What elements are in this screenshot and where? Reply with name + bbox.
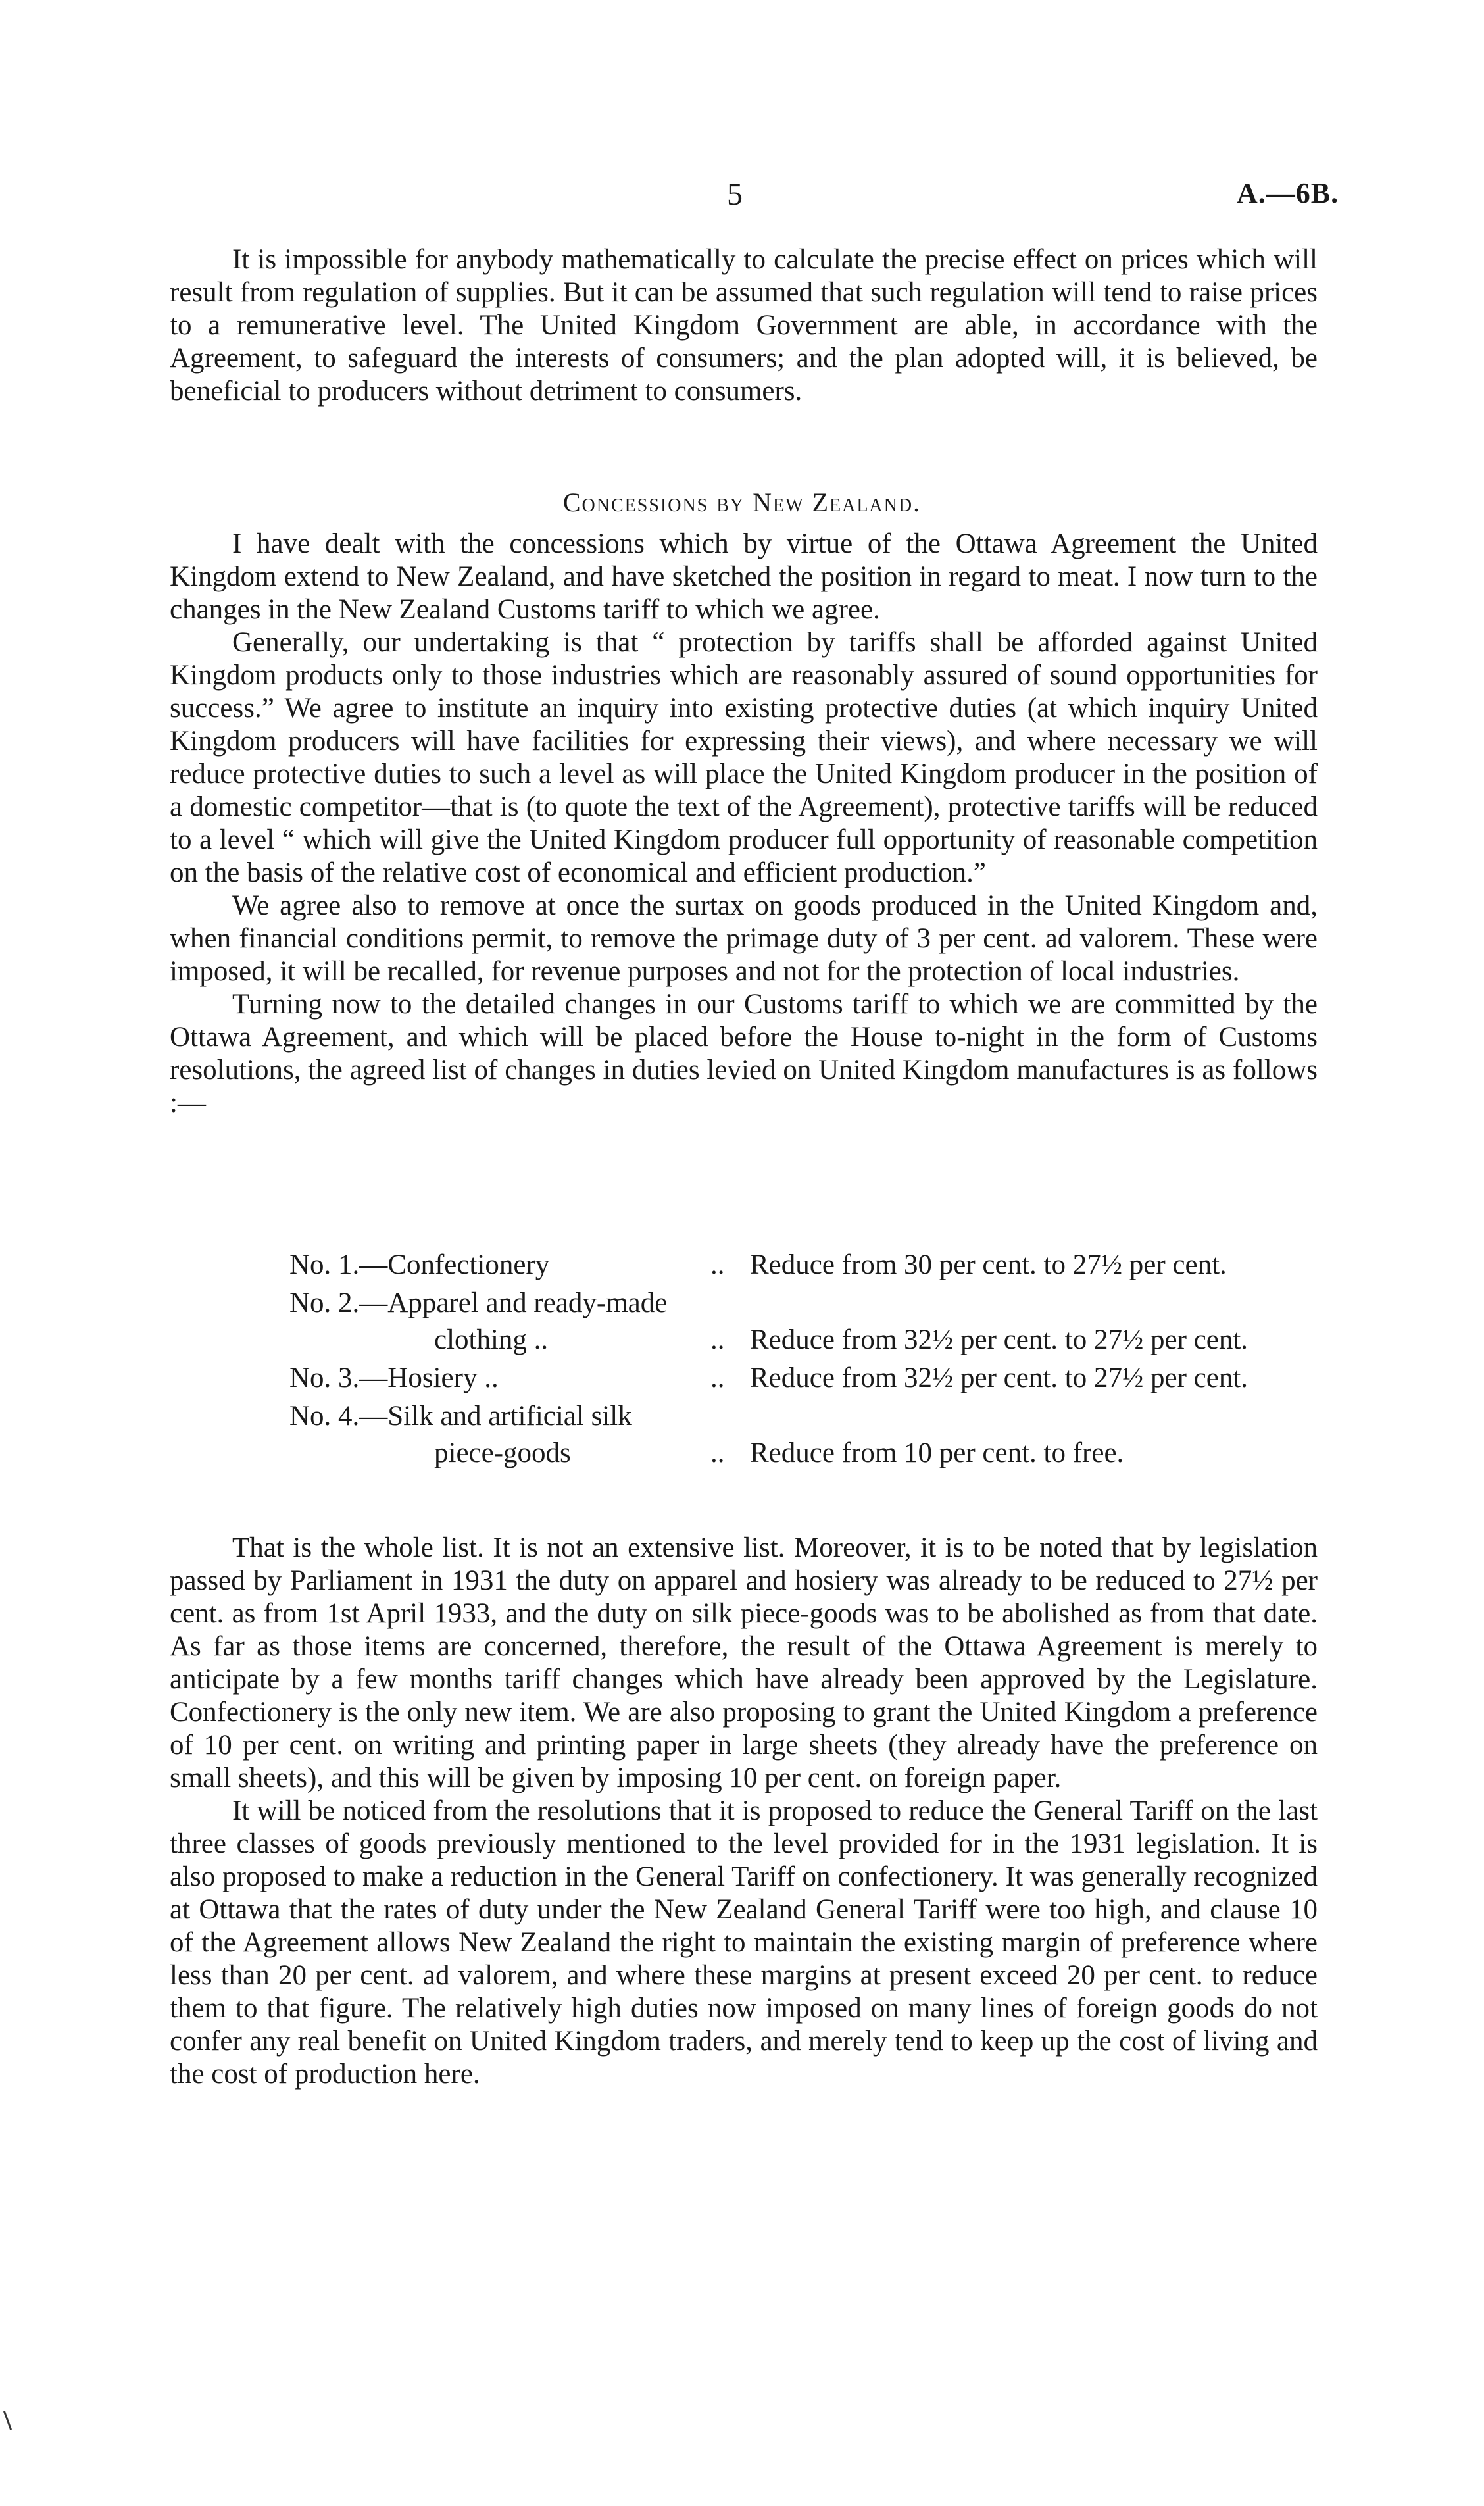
section-heading: Concessions by New Zealand.: [562, 488, 922, 517]
scan-mark: [3, 2411, 12, 2430]
paragraph: It will be noticed from the resolutions that it is proposed to reduce the General Tariff on the last three classes of goods previously mentioned to the level provided for in the 1931 legislation. It is also proposed to make a reduction in the General Tariff on confectionery. It was generally recognized at Ottawa that the rates of duty under the New Zealand General Tariff were too high, and clause 10 of the Agreement allows New Zealand the right to maintain the existing margin of preference where less than 20 per cent. ad valorem, and where these margins at present exceed 20 per cent. to reduce them to that figure. The relatively high duties now imposed on many lines of foreign goods do not confer any real benefit on United Kingdom traders, and merely tend to keep up the cost of living and the cost of production here.: [170, 1795, 1318, 2090]
item-action: Reduce from 30 per cent. to 27½ per cent.: [750, 1249, 1227, 1280]
paragraph: Generally, our undertaking is that “ protection by tariffs shall be afforded against United Kingdom products only to those industries which are reasonably assured of sound opportunities for success.” We agree to institute an inquiry into existing protective duties (at which inquiry United Kingdom producers will have facilities for expressing their views), and where necessary we will reduce protective duties to such a level as will place the United Kingdom producer in the position of a domestic competitor—that is (to quote the text of the Agreement), protective tariffs will be reduced to a level “ which will give the United Kingdom producer full opportunity of reasonable competition on the basis of the relative cost of economical and efficient production.”: [170, 627, 1318, 888]
item-action: Reduce from 32½ per cent. to 27½ per cent.: [750, 1324, 1249, 1355]
document-reference: A.—6B.: [1237, 177, 1339, 209]
leader-dots: ..: [710, 1249, 725, 1280]
item-action: Reduce from 32½ per cent. to 27½ per cent.: [750, 1363, 1249, 1393]
page-number: 5: [727, 177, 743, 212]
paragraph: Turning now to the detailed changes in our Customs tariff to which we are committed by the Ottawa Agreement, and which will be placed before the House to-night in the form of Customs resolutions, the agreed list of changes in duties levied on United Kingdom manufactures is as follows :—: [170, 989, 1318, 1118]
item-label: No. 3.—Hosiery ..: [289, 1363, 499, 1393]
item-label: No. 1.—Confectionery: [289, 1249, 550, 1280]
item-continuation: piece-goods: [434, 1438, 571, 1468]
intro-paragraph: It is impossible for anybody mathematically to calculate the precise effect on prices which will result from regulation of supplies. But it can be assumed that such regulation will tend to raise prices to a remunerative level. The United Kingdom Government are able, in accordance with the Agreement, to safeguard the interests of consumers; and the plan adopted will, it is believed, be beneficial to producers without detriment to consumers.: [170, 244, 1318, 407]
item-continuation: clothing ..: [434, 1324, 549, 1355]
list-item: [289, 1285, 1322, 1359]
closing-section: [170, 1532, 1318, 2091]
item-action: Reduce from 10 per cent. to free.: [750, 1438, 1124, 1468]
tariff-list: [289, 1247, 1322, 1473]
leader-dots: ..: [710, 1363, 725, 1393]
paragraph: I have dealt with the concessions which by virtue of the Ottawa Agreement the United Kingdom extend to New Zealand, and have sketched the position in regard to meat. I now turn to the changes in the New Zealand Customs tariff to which we agree.: [170, 528, 1318, 625]
list-item: [289, 1360, 1322, 1397]
concessions-section: [170, 528, 1318, 1120]
item-label: No. 4.—Silk and artificial silk: [289, 1401, 632, 1432]
item-label: No. 2.—Apparel and ready-made: [289, 1288, 668, 1318]
intro-section: [170, 243, 1318, 408]
paragraph: We agree also to remove at once the surtax on goods produced in the United Kingdom and, when financial conditions permit, to remove the primage duty of 3 per cent. ad valorem. These were imposed, it will be recalled, for revenue purposes and not for the protection of local industries.: [170, 890, 1318, 987]
leader-dots: ..: [710, 1438, 725, 1468]
leader-dots: ..: [710, 1324, 725, 1355]
paragraph: That is the whole list. It is not an extensive list. Moreover, it is to be noted that by legislation passed by Parliament in 1931 the duty on apparel and hosiery was already to be reduced to 27½ per cent. as from 1st April 1933, and the duty on silk piece-goods was to be abolished as from that date. As far as those items are concerned, therefore, the result of the Ottawa Agreement is merely to anticipate by a few months tariff changes which have already been approved by the Legislature. Confectionery is the only new item. We are also proposing to grant the United Kingdom a preference of 10 per cent. on writing and printing paper in large sheets (they already have the preference on small sheets), and this will be given by imposing 10 per cent. on foreign paper.: [170, 1532, 1318, 1793]
list-item: [289, 1247, 1322, 1284]
list-item: [289, 1398, 1322, 1472]
